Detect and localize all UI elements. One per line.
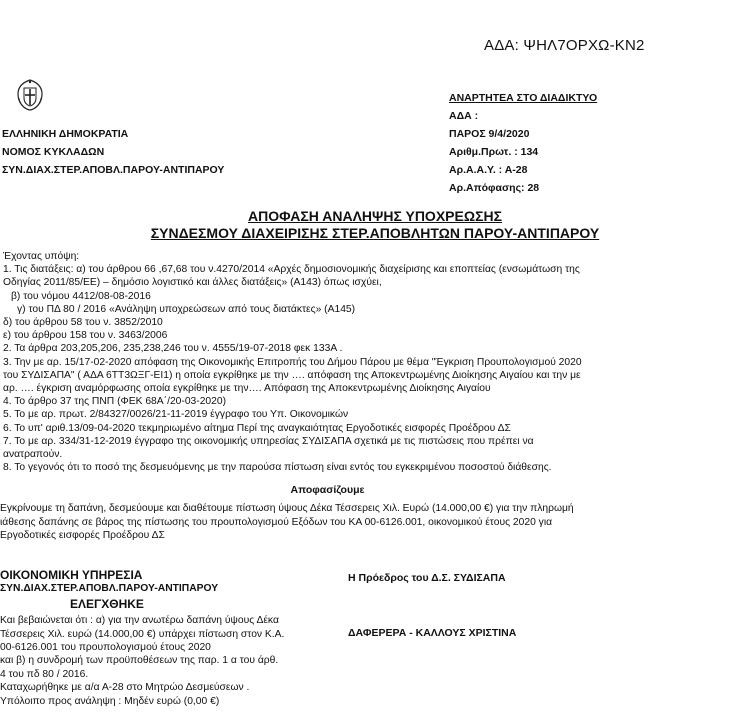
consideration-line: Οδηγίας 2011/85/ΕΕ) – δημόσιο λογιστικό και άλλες διατάξεις» (Α143) όπως ισχύει, <box>3 277 382 289</box>
considerations-intro: Έχοντας υπόψη: <box>3 251 80 262</box>
finance-line: Υπόλοιπο προς ανάληψη : Μηδέν ευρώ (0,00 €) <box>0 695 220 707</box>
finance-line: Καταχωρήθηκε με α/α Α-28 στο Μητρώο Δεσμεύσεων . <box>0 682 250 694</box>
protocol-number: Αριθμ.Πρωτ. : 134 <box>449 146 539 158</box>
finance-line: 4 του πδ 80 / 2016. <box>0 668 89 680</box>
consideration-line: 7. Το με αρ. 334/31-12-2019 έγγραφο της οικονομικής υπηρεσίας ΣΥΔΙΣΑΠΑ σχετικά με τις πιστώσεις που πρέπει να <box>3 435 534 447</box>
finance-line: Και βεβαιώνεται ότι : α) για την ανωτέρω δαπάνη ύψους Δέκα <box>0 615 279 627</box>
finance-check-block <box>0 569 284 708</box>
consideration-line: ανατραπούν. <box>3 449 63 461</box>
consideration-line: 6. Το υπ' αριθ.13/09-04-2020 τεκμηριωμένο αίτημα Περί της αναγκαιότητας Εργοδοτικές εισφορές Προέδρου ΔΣ <box>3 422 511 434</box>
consideration-line: του ΣΥΔΙΣΑΠΑ" ( ΑΔΑ 6ΤΤ3ΩΞΓ-ΕΙ1) η οποία εγκρίθηκε με την …. απόφαση της Αποκεντρωμένης Διοίκησης Αιγαίου και την με <box>3 369 581 381</box>
document-title-line-1: ΑΠΟΦΑΣΗ ΑΝΑΛΗΨΗΣ ΥΠΟΧΡΕΩΣΗΣ <box>248 208 502 224</box>
aay-number: Αρ.Α.Α.Υ. : Α-28 <box>449 164 528 176</box>
consideration-line: 1. Τις διατάξεις: α) του άρθρου 66 ,67,68 του ν.4270/2014 «Αρχές δημοσιονομικής διαχείρισης και εποπτείας (ενσωμάτωση της <box>3 264 580 276</box>
ada-header: ΑΔΑ: ΨΗΛ7ΟΡΧΩ-ΚΝ2 <box>484 37 645 54</box>
issuer-line-2: ΝΟΜΟΣ ΚΥΚΛΑΔΩΝ <box>2 146 105 158</box>
consideration-line: 2. Τα άρθρα 203,205,206, 235,238,246 του ν. 4555/19-07-2018 φεκ 133Α . <box>3 343 343 355</box>
consideration-line: γ) του ΠΔ 80 / 2016 «Ανάληψη υποχρεώσεων από τους διατάκτες» (Α145) <box>17 303 356 315</box>
consideration-line: δ) του άρθρου 58 του ν. 3852/2010 <box>3 317 163 329</box>
greek-coat-of-arms-icon <box>14 78 46 112</box>
decision-block <box>0 502 574 543</box>
decide-heading: Αποφασίζουμε <box>290 484 365 496</box>
issuer-line-3: ΣΥΝ.ΔΙΑΧ.ΣΤΕΡ.ΑΠΟΒΛ.ΠΑΡΟΥ-ΑΝΤΙΠΑΡΟΥ <box>2 164 225 176</box>
finance-line: και β) η συνδρομή των προϋποθέσεων της παρ. 1 α του άρθ. <box>0 655 279 667</box>
consideration-line: 4. Το άρθρο 37 της ΠΝΠ (ΦΕΚ 68Α΄/20-03-2020) <box>3 396 227 408</box>
finance-line: 00-6126.001 του προυπολογισμού έτους 2020 <box>0 642 211 654</box>
finance-heading: ΟΙΚΟΝΟΜΙΚΗ ΥΠΗΡΕΣΙΑ <box>0 568 143 582</box>
ada-label: ΑΔΑ : <box>449 110 479 122</box>
posted-label: ΑΝΑΡΤΗΤΕΑ ΣΤΟ ΔΙΑΔΙΚΤΥΟ <box>449 92 598 104</box>
consideration-line: αρ. …. έγκριση αναμόρφωσης οποία εγκρίθηκε με την…. Απόφαση της Αποκεντρωμένης Διοίκησης Αιγαίου <box>3 383 491 395</box>
decision-line: Εγκρίνουμε τη δαπάνη, δεσμεύουμε και διαθέτουμε πίστωση ύψους Δέκα Τέσσερεις Χιλ. Ευρώ (14.000,00 €) για την πληρωμή <box>0 503 574 514</box>
issuer-line-1: ΕΛΛΗΝΙΚΗ ΔΗΜΟΚΡΑΤΙΑ <box>2 128 129 140</box>
checked-heading: ΕΛΕΓΧΘΗΚΕ <box>70 596 144 611</box>
decision-line: ιάθεσης δαπάνης σε βάρος της πίστωσης του προυπολογισμού Εξόδων του ΚΑ 00-6126.001, οικονομικού έτους 2020 για <box>0 516 553 528</box>
consideration-line: ε) του άρθρου 158 του ν. 3463/2006 <box>3 330 168 342</box>
decision-line: Εργοδοτικές εισφορές Προέδρου ΔΣ <box>0 530 165 541</box>
issuer-block <box>2 125 224 179</box>
finance-line: Τέσσερεις Χιλ. ευρώ (14.000,00 €) υπάρχει πίστωση στον Κ.Α. <box>0 628 285 640</box>
signatory-name: ΔΑΦΕΡΕΡΑ - ΚΑΛΛΟΥΣ ΧΡΙΣΤΙΝΑ <box>348 627 517 639</box>
decision-number: Αρ.Απόφασης: 28 <box>449 182 540 194</box>
signatory-role: Η Πρόεδρος του Δ.Σ. ΣΥΔΙΣΑΠΑ <box>348 572 506 584</box>
consideration-line: 8. Το γεγονός ότι το ποσό της δεσμευόμενης με την παρούσα πίστωση είναι εντός του εγκεκριμένου ποσοστού διάθεσης. <box>3 462 552 474</box>
meta-block <box>449 89 597 197</box>
finance-subheading: ΣΥΝ.ΔΙΑΧ.ΣΤΕΡ.ΑΠΟΒΛ.ΠΑΡΟΥ-ΑΝΤΙΠΑΡΟΥ <box>0 583 219 595</box>
consideration-line: β) του νόμου 4412/08-08-2016 <box>11 290 151 302</box>
considerations-block <box>3 250 748 474</box>
place-date: ΠΑΡΟΣ 9/4/2020 <box>449 128 530 140</box>
consideration-line: 3. Την με αρ. 15/17-02-2020 απόφαση της Οικονομικής Επιτροπής του Δήμου Πάρου με θέμα "Έγκριση Προυπολογισμού 2020 <box>3 356 582 368</box>
document-title-line-2: ΣΥΝΔΕΣΜΟΥ ΔΙΑΧΕΙΡΙΣΗΣ ΣΤΕΡ.ΑΠΟΒΛΗΤΩΝ ΠΑΡΟΥ-ΑΝΤΙΠΑΡΟΥ <box>150 225 600 241</box>
consideration-line: 5. Το με αρ. πρωτ. 2/84327/0026/21-11-2019 έγγραφο του Υπ. Οικονομικών <box>3 409 349 421</box>
